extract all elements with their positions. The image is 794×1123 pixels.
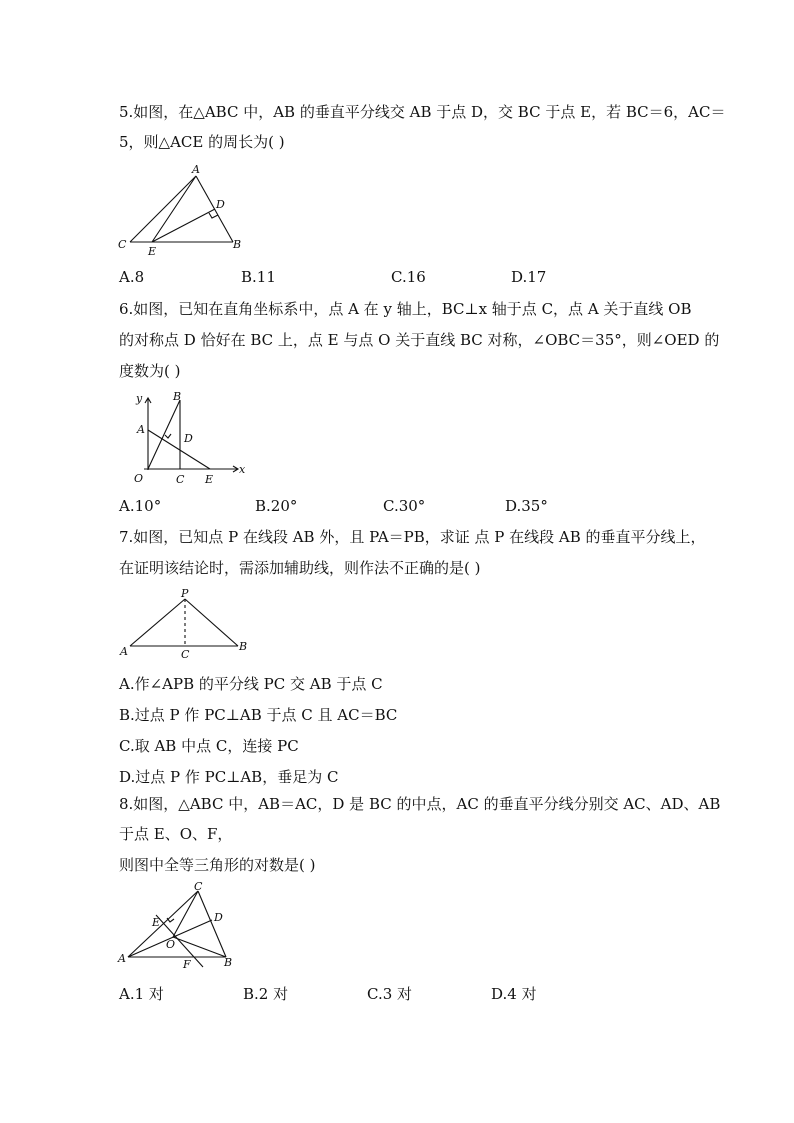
q6-segment-ob <box>148 400 180 469</box>
q7-option-a: A.作∠APB 的平分线 PC 交 AB 于点 C <box>119 675 383 693</box>
q6-label-b: B <box>173 390 182 403</box>
q8-stem-line3: 则图中全等三角形的对数是( ) <box>119 856 316 874</box>
q6-option-a: A.10° <box>119 497 162 515</box>
q5-label-e: E <box>148 245 157 258</box>
q6-stem-line2: 的对称点 D 恰好在 BC 上，点 E 与点 O 关于直线 BC 对称，∠OBC＝35°，则∠OED 的 <box>119 331 720 349</box>
q8-label-a: A <box>118 952 126 965</box>
q5-figure <box>118 162 263 258</box>
q7-stem-line2: 在证明该结论时，需添加辅助线，则作法不正确的是( ) <box>119 559 481 577</box>
q5-perp-bisector-ed <box>152 209 215 242</box>
q6-label-e: E <box>205 473 214 486</box>
q5-label-b: B <box>233 238 242 251</box>
q8-label-b: B <box>224 956 233 969</box>
q8-option-c: C.3 对 <box>367 985 413 1003</box>
q7-stem-line1: 7.如图，已知点 P 在线段 AB 外，且 PA＝PB，求证 点 P 在线段 AB 的垂直平分线上， <box>119 528 706 546</box>
q8-label-c: C <box>194 880 203 893</box>
q8-option-a: A.1 对 <box>119 985 164 1003</box>
q6-label-d: D <box>184 432 193 445</box>
q5-label-a: A <box>192 163 200 176</box>
q6-label-o: O <box>134 472 144 485</box>
q6-right-angle-mark <box>165 434 171 438</box>
q7-option-b: B.过点 P 作 PC⊥AB 于点 C 且 AC＝BC <box>119 706 398 724</box>
q8-label-o: O <box>166 938 176 951</box>
q5-stem-line1: 5.如图，在△ABC 中，AB 的垂直平分线交 AB 于点 D，交 BC 于点 E，若 BC＝6，AC＝ <box>119 103 726 121</box>
q6-figure <box>118 390 248 490</box>
q8-right-angle-mark <box>167 918 174 922</box>
q5-segment-ae <box>152 176 196 242</box>
q8-segment-oc <box>173 891 198 937</box>
q7-label-a: A <box>120 645 128 658</box>
q6-label-x: x <box>239 463 246 476</box>
q8-option-b: B.2 对 <box>243 985 289 1003</box>
q7-label-c: C <box>181 648 190 661</box>
q6-label-c: C <box>176 473 185 486</box>
q5-option-b: B.11 <box>241 268 276 286</box>
q8-label-f: F <box>183 958 191 971</box>
q7-option-d: D.过点 P 作 PC⊥AB，垂足为 C <box>119 768 339 786</box>
q5-option-a: A.8 <box>119 268 145 286</box>
q8-segment-ob <box>173 937 226 957</box>
q5-label-c: C <box>118 238 127 251</box>
q8-option-d: D.4 对 <box>491 985 537 1003</box>
q8-label-d: D <box>214 911 223 924</box>
q7-label-p: P <box>181 587 189 600</box>
q8-label-e: E <box>152 916 161 929</box>
q6-option-c: C.30° <box>383 497 426 515</box>
q6-stem-line3: 度数为( ) <box>119 362 181 380</box>
q6-label-y: y <box>136 392 143 405</box>
q8-figure <box>118 882 243 972</box>
q7-option-c: C.取 AB 中点 C，连接 PC <box>119 737 299 755</box>
q5-side-ac <box>130 176 196 242</box>
q8-stem-line1: 8.如图，△ABC 中，AB＝AC，D 是 BC 的中点，AC 的垂直平分线分别交 AC、AD、AB <box>119 795 721 813</box>
q7-label-b: B <box>239 640 248 653</box>
q5-option-c: C.16 <box>391 268 426 286</box>
q6-option-d: D.35° <box>505 497 548 515</box>
q5-stem-line2: 5，则△ACE 的周长为( ) <box>119 133 285 151</box>
q6-option-b: B.20° <box>255 497 298 515</box>
q6-stem-line1: 6.如图，已知在直角坐标系中，点 A 在 y 轴上，BC⊥x 轴于点 C，点 A 关于直线 OB <box>119 300 692 318</box>
q6-label-a: A <box>137 423 145 436</box>
q8-stem-line2: 于点 E、O、F， <box>119 825 233 843</box>
q8-side-ac <box>128 891 198 957</box>
q5-option-d: D.17 <box>511 268 547 286</box>
q7-segment-pa <box>130 599 185 646</box>
q5-label-d: D <box>216 198 225 211</box>
q7-segment-pb <box>185 599 238 646</box>
q7-figure <box>118 588 258 663</box>
